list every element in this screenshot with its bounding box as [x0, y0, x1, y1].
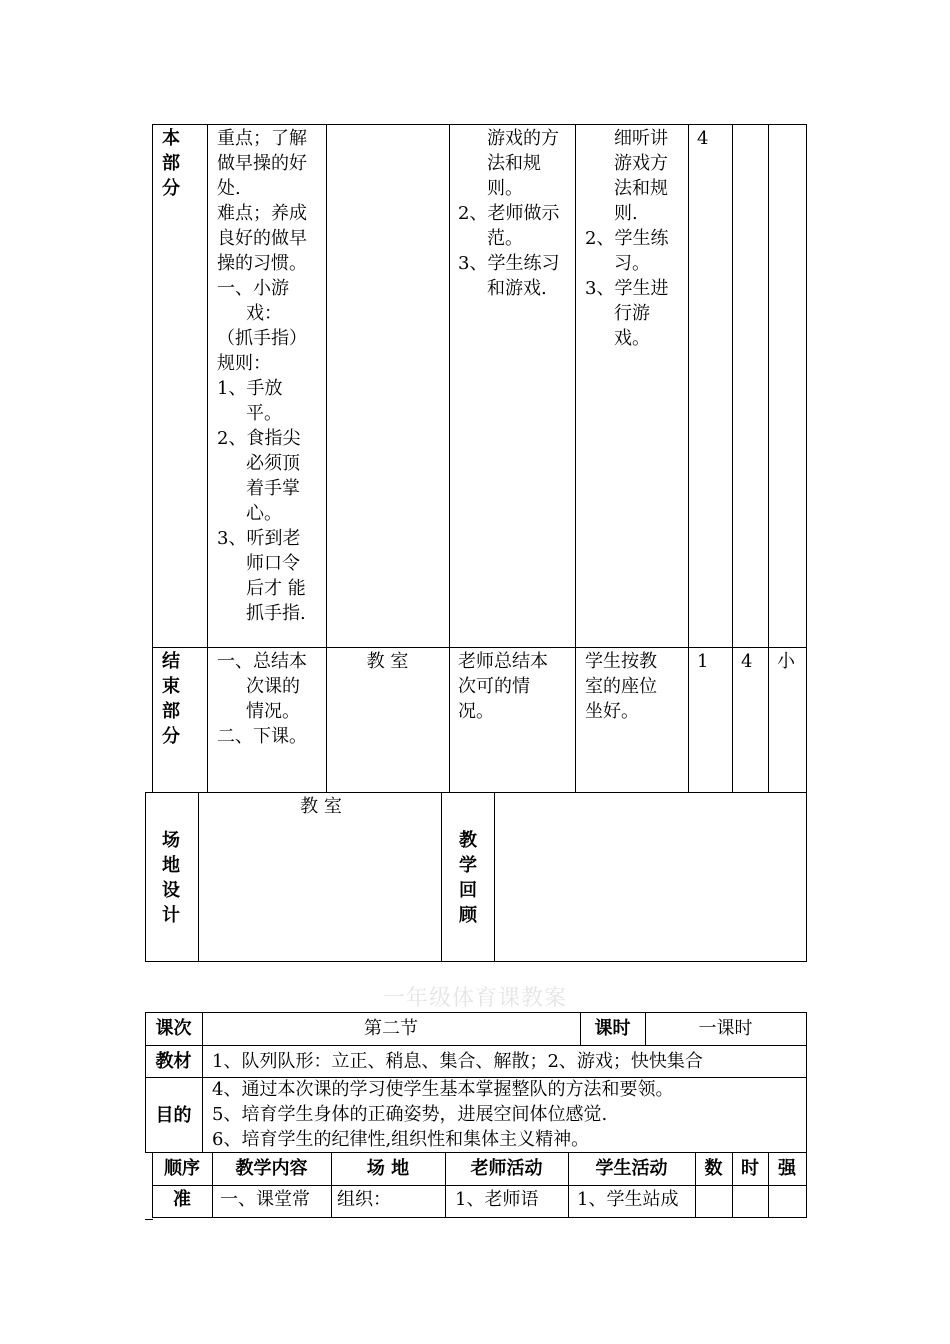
row-teacher: 1、老师语 — [455, 1189, 539, 1210]
venue-design-label: 场 地 设 计 — [162, 830, 180, 926]
teaching-review-label: 教 学 回 顾 — [459, 830, 477, 926]
header-teacher: 老师活动 — [470, 1158, 543, 1179]
hours-value: 一课时 — [698, 1018, 753, 1039]
row-venue: 组织： — [337, 1189, 391, 1210]
end-part-teacher-activity: 老师总结本 次可的情 况。 — [458, 651, 548, 722]
main-part-content: 重点；了解 做早操的好 处. 难点；养成 良好的做早 操的习惯。 一、小游 戏： （抓手指） 规则： 1、手放 平。 2、食指尖 必须顶 着手掌 心。 3、听到老 师口令 后才 能 抓手指. — [217, 128, 307, 624]
lesson-value: 第二节 — [364, 1018, 418, 1039]
material-label: 教材 — [155, 1051, 192, 1072]
header-student: 学生活动 — [595, 1158, 668, 1179]
goal-label: 目的 — [155, 1105, 192, 1126]
main-part-student-activity: 细听讲 游戏方 法和规 则. 2、学生练 习。 3、学生进 行游 戏。 — [585, 128, 669, 349]
header-venue: 场 地 — [366, 1158, 410, 1179]
watermark-title: 一年级体育课教案 — [382, 986, 567, 1011]
material-value: 1、队列队形：立正、稍息、集合、解散；2、游戏；快快集合 — [212, 1051, 703, 1072]
main-part-teacher-activity: 游戏的方 法和规 则。 2、老师做示 范。 3、学生练习 和游戏. — [458, 128, 560, 299]
main-part-count: 4 — [697, 128, 709, 149]
main-part-label: 本 部 分 — [162, 128, 180, 199]
end-part-venue: 教 室 — [366, 651, 409, 672]
hours-label: 课时 — [594, 1018, 631, 1039]
header-count: 数 — [704, 1158, 723, 1179]
row-student: 1、学生站成 — [577, 1189, 679, 1210]
header-time: 时 — [741, 1158, 759, 1179]
end-part-student-activity: 学生按教 室的座位 坐好。 — [585, 651, 657, 722]
header-order: 顺序 — [164, 1158, 200, 1179]
row-content: 一、课堂常 — [220, 1189, 310, 1210]
row-order: 准 — [173, 1189, 191, 1210]
lesson-label: 课次 — [155, 1018, 192, 1039]
end-part-intensity: 小 — [777, 651, 795, 672]
end-part-count: 1 — [697, 651, 709, 672]
venue-design-value: 教 室 — [300, 796, 342, 817]
goal-list: 4、通过本次课的学习使学生基本掌握整队的方法和要领。 5、培育学生身体的正确姿势，进展空间体位感觉. 6、培育学生的纪律性,组织性和集体主义精神。 — [212, 1079, 674, 1150]
header-intensity: 强 — [778, 1158, 796, 1179]
end-part-content: 一、总结本 次课的 情况。 二、下课。 — [217, 651, 307, 747]
header-content: 教学内容 — [235, 1158, 308, 1179]
end-part-label: 结 束 部 分 — [162, 651, 180, 747]
end-part-time: 4 — [741, 651, 753, 672]
